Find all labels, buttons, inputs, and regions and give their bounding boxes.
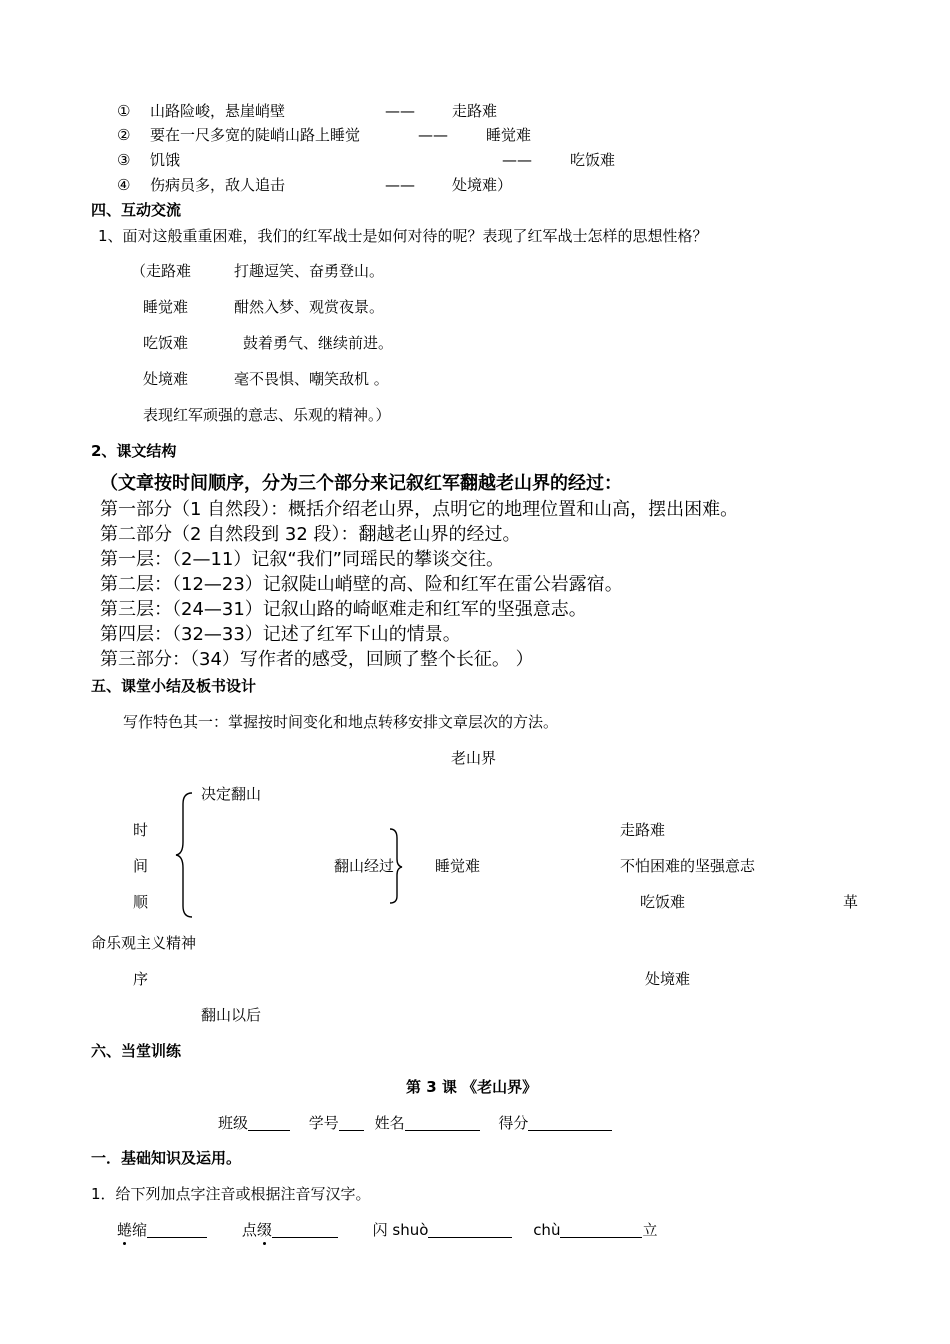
student-info bbox=[218, 1115, 612, 1131]
list-num: ① bbox=[117, 102, 131, 120]
answer-blank[interactable] bbox=[147, 1222, 207, 1238]
board-after: 翻山以后 bbox=[201, 1006, 262, 1024]
board-time-char: 间 bbox=[133, 857, 149, 875]
answer-blank[interactable] bbox=[560, 1222, 642, 1238]
answer-blank[interactable] bbox=[428, 1222, 512, 1238]
char: 缩 bbox=[132, 1221, 148, 1239]
left-brace-icon bbox=[170, 790, 200, 920]
answer-value: 酣然入梦、观赏夜景。 bbox=[234, 298, 385, 316]
list-num: ④ bbox=[117, 176, 131, 194]
board-eat: 吃饭难 bbox=[640, 893, 686, 911]
list-desc: 饥饿 bbox=[150, 151, 181, 169]
section-heading-5: 五、课堂小结及板书设计 bbox=[91, 677, 257, 695]
part-1-heading: 一．基础知识及运用。 bbox=[91, 1149, 242, 1167]
writing-feature: 写作特色其一：掌握按时间变化和地点转移安排文章层次的方法。 bbox=[123, 713, 559, 731]
board-situation: 处境难 bbox=[645, 970, 691, 988]
answer-key: 睡觉难 bbox=[143, 298, 189, 316]
id-blank[interactable] bbox=[339, 1115, 364, 1131]
board-spirit: 命乐观主义精神 bbox=[91, 934, 197, 952]
structure-line: （文章按时间顺序，分为三个部分来记叙红军翻越老山界的经过： bbox=[100, 473, 622, 494]
structure-line: 第四层：（32—33）记述了红军下山的情景。 bbox=[100, 624, 461, 645]
list-dash: —— bbox=[385, 176, 415, 194]
pinyin-text: chù bbox=[533, 1221, 561, 1239]
exercise-1: 1．给下列加点字注音或根据注音写汉字。 bbox=[91, 1185, 371, 1203]
name-label: 姓名 bbox=[374, 1114, 405, 1132]
answer-blank[interactable] bbox=[272, 1222, 338, 1238]
board-xu: 序 bbox=[133, 970, 149, 988]
answer-value: 打趣逗笑、奋勇登山。 bbox=[234, 262, 385, 280]
answer-value: 毫不畏惧、嘲笑敌机 。 bbox=[234, 370, 389, 388]
dotted-char: 蜷 bbox=[117, 1221, 133, 1239]
answer-key: 处境难 bbox=[143, 370, 189, 388]
answer-value: 鼓着勇气、继续前进。 bbox=[243, 334, 394, 352]
board-time-char: 时 bbox=[133, 821, 149, 839]
char: 立 bbox=[642, 1221, 658, 1239]
structure-line: 第二层：（12—23）记叙陡山峭壁的高、险和红军在雷公岩露宿。 bbox=[100, 574, 623, 595]
structure-line: 第二部分（2 自然段到 32 段）：翻越老山界的经过。 bbox=[100, 524, 521, 545]
board-will: 不怕困难的坚强意志 bbox=[620, 857, 756, 875]
structure-line: 第一层：（2—11）记叙“我们”同瑶民的攀谈交往。 bbox=[100, 549, 505, 570]
board-process: 翻山经过 bbox=[334, 857, 395, 875]
list-num: ② bbox=[117, 126, 131, 144]
structure-line: 第三层：（24—31）记叙山路的崎岖难走和红军的坚强意志。 bbox=[100, 599, 587, 620]
structure-line: 第一部分（1 自然段）：概括介绍老山界，点明它的地理位置和山高，摆出困难。 bbox=[100, 499, 739, 520]
board-sleep: 睡觉难 bbox=[435, 857, 481, 875]
board-time-char: 顺 bbox=[133, 893, 149, 911]
section-heading-6: 六、当堂训练 bbox=[91, 1042, 182, 1060]
id-label: 学号 bbox=[308, 1114, 339, 1132]
list-result: 吃饭难 bbox=[570, 151, 616, 169]
score-label: 得分 bbox=[498, 1114, 529, 1132]
class-label: 班级 bbox=[218, 1114, 249, 1132]
question-1: 1、面对这般重重困难，我们的红军战士是如何对待的呢？表现了红军战士怎样的思想性格？ bbox=[98, 227, 708, 245]
list-desc: 伤病员多，敌人追击 bbox=[150, 176, 286, 194]
list-result: 处境难） bbox=[452, 176, 513, 194]
structure-line: 第三部分：（34）写作者的感受，回顾了整个长征。 ） bbox=[100, 649, 534, 670]
section-heading-4: 四、互动交流 bbox=[91, 201, 182, 219]
pinyin-text: 闪 shuò bbox=[372, 1221, 429, 1239]
list-dash: —— bbox=[385, 102, 415, 120]
score-blank[interactable] bbox=[528, 1115, 612, 1131]
answer-summary: 表现红军顽强的意志、乐观的精神。） bbox=[143, 406, 391, 424]
list-desc: 要在一尺多宽的陡峭山路上睡觉 bbox=[150, 126, 361, 144]
name-blank[interactable] bbox=[405, 1115, 480, 1131]
right-brace-icon bbox=[386, 826, 406, 906]
list-desc: 山路险峻，悬崖峭壁 bbox=[150, 102, 286, 120]
answer-key: （走路难 bbox=[131, 262, 192, 280]
board-walk: 走路难 bbox=[620, 821, 666, 839]
board-ge: 革 bbox=[843, 893, 859, 911]
list-result: 走路难 bbox=[452, 102, 498, 120]
board-decide: 决定翻山 bbox=[201, 785, 262, 803]
list-result: 睡觉难 bbox=[486, 126, 532, 144]
list-dash: —— bbox=[502, 151, 532, 169]
class-blank[interactable] bbox=[248, 1115, 290, 1131]
board-title: 老山界 bbox=[451, 749, 497, 767]
char: 点 bbox=[241, 1221, 257, 1239]
list-dash: —— bbox=[418, 126, 448, 144]
answer-key: 吃饭难 bbox=[143, 334, 189, 352]
pinyin-exercise bbox=[117, 1222, 657, 1238]
lesson-title: 第 3 课 《老山界》 bbox=[406, 1078, 538, 1096]
list-num: ③ bbox=[117, 151, 131, 169]
question-2: 2、课文结构 bbox=[91, 442, 177, 460]
dotted-char: 缀 bbox=[256, 1221, 272, 1239]
